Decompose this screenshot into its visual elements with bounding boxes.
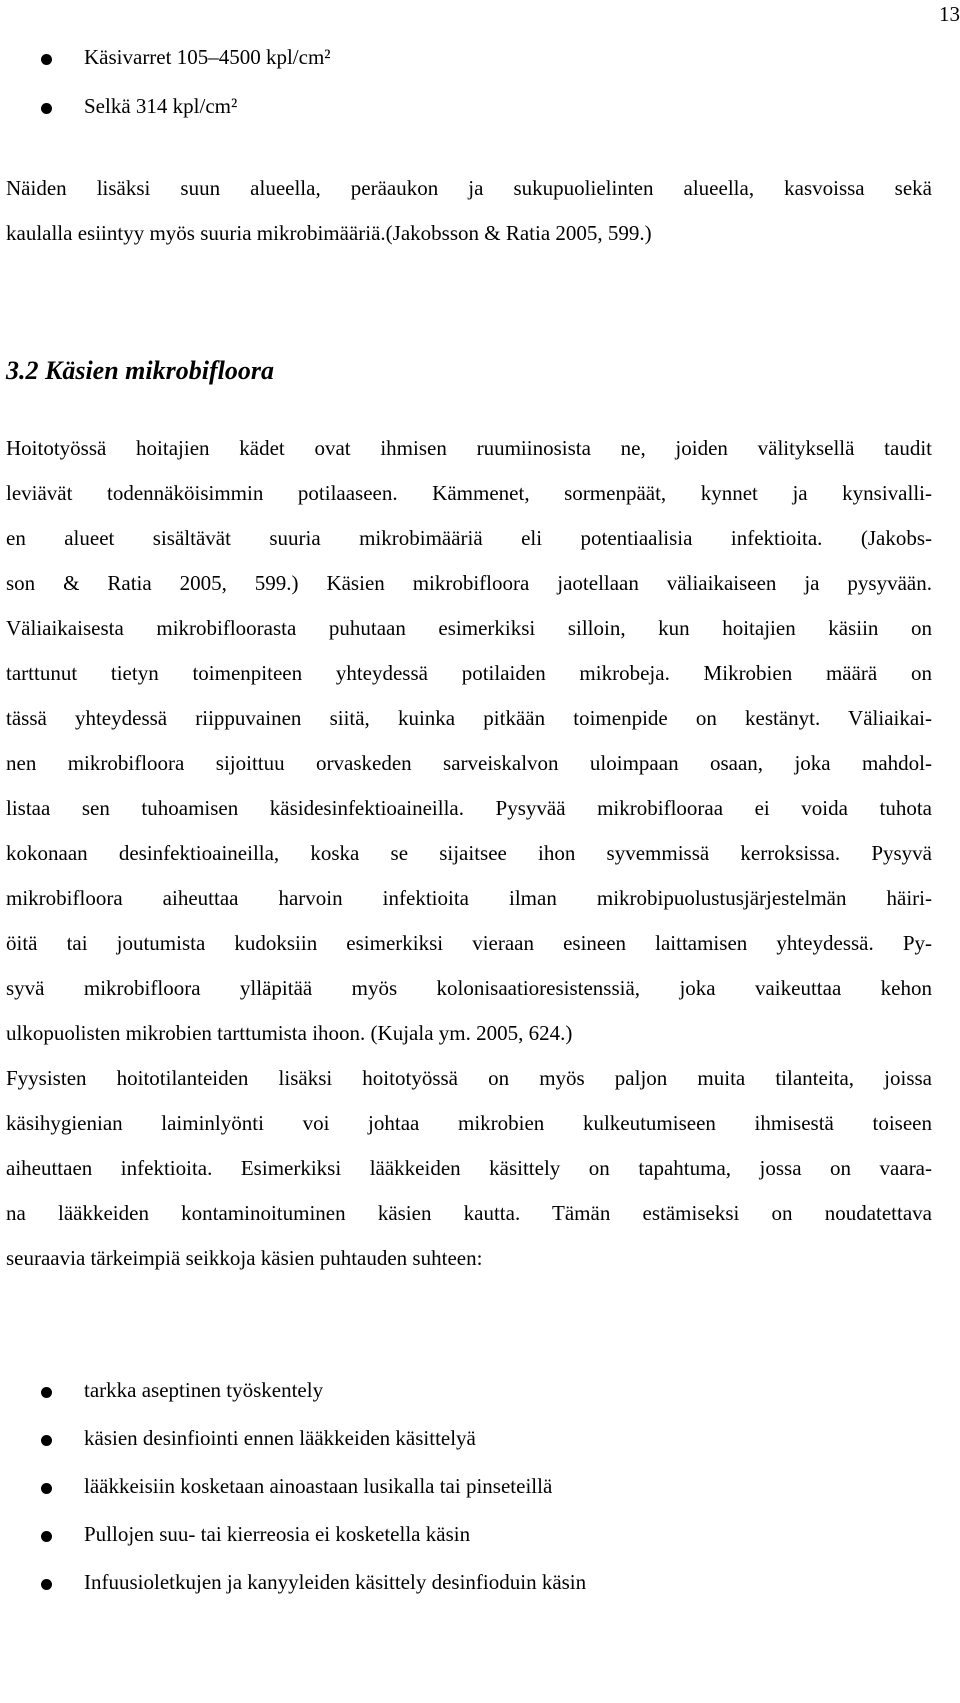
- text-line: tarttunut tietyn toimenpiteen yhteydessä potilaiden mikrobeja. Mikrobien määrä on: [6, 661, 932, 685]
- bullet-icon: [41, 1531, 52, 1542]
- text-line: aiheuttaen infektioita. Esimerkiksi lääkkeiden käsittely on tapahtuma, jossa on vaara-: [6, 1156, 932, 1180]
- text-line: syvä mikrobifloora ylläpitää myös kolonisaatioresistenssiä, joka vaikeuttaa kehon: [6, 976, 932, 1000]
- text-line: son & Ratia 2005, 599.) Käsien mikrobifloora jaotellaan väliaikaiseen ja pysyvään.: [6, 571, 932, 595]
- list-item-text: tarkka aseptinen työskentely: [84, 1378, 324, 1402]
- text-line: ulkopuolisten mikrobien tarttumista ihoon. (Kujala ym. 2005, 624.): [6, 1021, 573, 1045]
- list-item-text: Infuusioletkujen ja kanyyleiden käsittely desinfioduin käsin: [84, 1570, 587, 1594]
- list-item-text: Käsivarret 105–4500 kpl/cm²: [84, 45, 331, 69]
- text-line: nen mikrobifloora sijoittuu orvaskeden sarveiskalvon uloimpaan osaan, joka mahdol-: [6, 751, 932, 775]
- text-line: Hoitotyössä hoitajien kädet ovat ihmisen ruumiinosista ne, joiden välityksellä taudit: [6, 436, 932, 460]
- list-item-text: Pullojen suu- tai kierreosia ei kosketella käsin: [84, 1522, 471, 1546]
- text-line: Näiden lisäksi suun alueella, peräaukon ja sukupuolielinten alueella, kasvoissa sekä: [6, 176, 932, 200]
- bullet-icon: [41, 1435, 52, 1446]
- list-item-text: käsien desinfiointi ennen lääkkeiden käsittelyä: [84, 1426, 476, 1450]
- bullet-icon: [41, 54, 52, 65]
- text-line: Fyysisten hoitotilanteiden lisäksi hoitotyössä on myös paljon muita tilanteita, joissa: [6, 1066, 932, 1090]
- paragraph-hand-microflora: [6, 426, 932, 1056]
- bullet-icon: [41, 1483, 52, 1494]
- list-item-text: lääkkeisiin kosketaan ainoastaan lusikalla tai pinseteillä: [84, 1474, 553, 1498]
- text-line: tässä yhteydessä riippuvainen siitä, kuinka pitkään toimenpide on kestänyt. Väliaikai-: [6, 706, 932, 730]
- text-line: mikrobifloora aiheuttaa harvoin infektioita ilman mikrobipuolustusjärjestelmän häiri-: [6, 886, 932, 910]
- text-line: leviävät todennäköisimmin potilaaseen. Kämmenet, sormenpäät, kynnet ja kynsivalli-: [6, 481, 932, 505]
- text-line: kaulalla esiintyy myös suuria mikrobimääriä.(Jakobsson & Ratia 2005, 599.): [6, 221, 652, 245]
- page-number: 13: [939, 2, 960, 26]
- paragraph-intro: [6, 166, 932, 256]
- text-line: seuraavia tärkeimpiä seikkoja käsien puhtauden suhteen:: [6, 1246, 483, 1270]
- text-line: käsihygienian laiminlyönti voi johtaa mikrobien kulkeutumiseen ihmisestä toiseen: [6, 1111, 932, 1135]
- section-heading: 3.2 Käsien mikrobifloora: [6, 356, 274, 385]
- text-line: öitä tai joutumista kudoksiin esimerkiksi vieraan esineen laittamisen yhteydessä. Py-: [6, 931, 932, 955]
- bullet-icon: [41, 103, 52, 114]
- bullet-icon: [41, 1579, 52, 1590]
- text-line: listaa sen tuhoamisen käsidesinfektioaineilla. Pysyvää mikrobiflooraa ei voida tuhota: [6, 796, 932, 820]
- list-item-text: Selkä 314 kpl/cm²: [84, 94, 238, 118]
- text-line: na lääkkeiden kontaminoituminen käsien kautta. Tämän estämiseksi on noudatettava: [6, 1201, 932, 1225]
- text-line: Väliaikaisesta mikrobifloorasta puhutaan esimerkiksi silloin, kun hoitajien käsiin on: [6, 616, 932, 640]
- text-line: en alueet sisältävät suuria mikrobimääriä eli potentiaalisia infektioita. (Jakobs-: [6, 526, 932, 550]
- paragraph-medication-handling: [6, 1056, 932, 1281]
- bullet-icon: [41, 1387, 52, 1398]
- text-line: kokonaan desinfektioaineilla, koska se sijaitsee ihon syvemmissä kerroksissa. Pysyvä: [6, 841, 932, 865]
